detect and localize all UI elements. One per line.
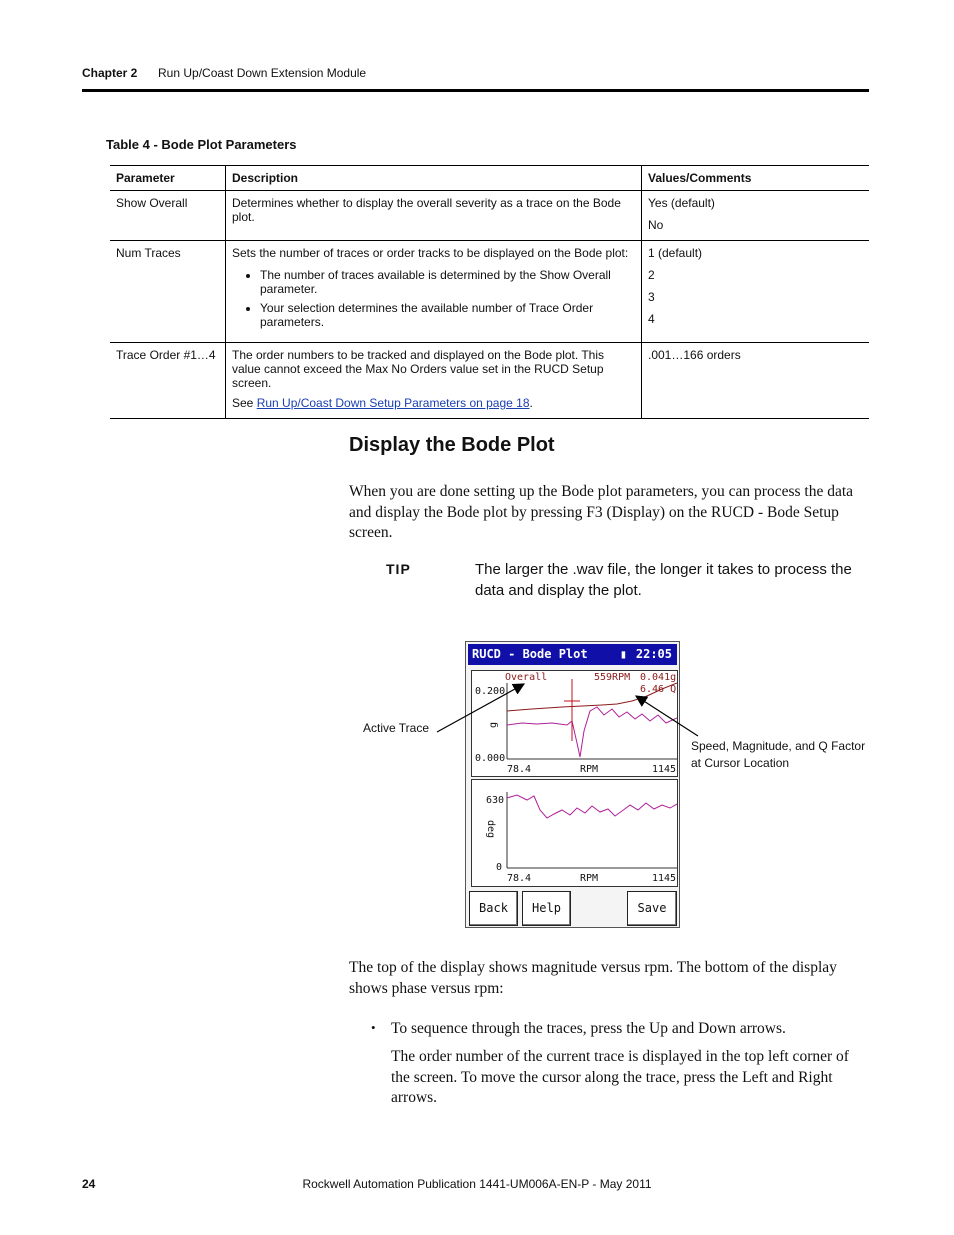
x-min-label: 78.4: [507, 873, 532, 884]
x-axis-label: RPM: [580, 764, 599, 775]
x-max-label: 1145: [652, 764, 677, 775]
value-item: .001…166 orders: [648, 348, 741, 362]
bullet-marker: •: [371, 1020, 376, 1035]
column-header: Description: [226, 166, 642, 191]
column-header: Values/Comments: [642, 166, 870, 191]
save-button[interactable]: Save: [627, 891, 677, 926]
y-min-label: 0: [496, 862, 503, 873]
x-max-label: 1145: [652, 873, 677, 884]
table-row: [110, 241, 869, 343]
tip-label: TIP: [386, 561, 411, 577]
param-cell: Show Overall: [110, 191, 226, 241]
values-cell: [642, 343, 870, 419]
chapter-label: Chapter 2: [82, 66, 138, 80]
back-button[interactable]: Back: [469, 891, 518, 926]
phase-plot-svg: [472, 780, 677, 886]
readout-magnitude: 0.041g: [640, 672, 677, 683]
value-item: 4: [648, 312, 655, 326]
table-header-row: [110, 166, 869, 191]
annotation-cursor-2: at Cursor Location: [691, 756, 790, 770]
see-line: [232, 396, 635, 410]
footer-publication: Rockwell Automation Publication 1441-UM006A-EN-P - May 2011: [302, 1177, 652, 1191]
desc-bullets: [232, 268, 635, 329]
bullet-item: • Your selection determines the available number of Trace Order parameters.: [260, 301, 635, 329]
readout-q: 6.46 Q: [640, 684, 677, 695]
value-item: No: [648, 218, 664, 232]
section-heading: Display the Bode Plot: [349, 434, 555, 456]
phase-plot: [471, 779, 678, 887]
chapter-title: Run Up/Coast Down Extension Module: [158, 66, 367, 80]
bullet-item: • The number of traces available is determined by the Show Overall parameter.: [260, 268, 635, 296]
values-cell: [642, 191, 870, 241]
value-item: 1 (default): [648, 246, 703, 260]
table-title: Table 4 - Bode Plot Parameters: [106, 137, 297, 152]
active-trace-arrow: [437, 684, 524, 732]
cursor-paragraph: The order number of the current trace is displayed in the top left corner of the screen. To move the cursor along the trace, press the Left and Right arrows.: [391, 1048, 849, 1106]
readout-rpm: 559RPM: [594, 672, 631, 683]
intro-paragraph: When you are done setting up the Bode plot parameters, you can process the data and display the Bode plot by pressing F3 (Display) on the RUCD - Bode Setup screen.: [349, 483, 854, 541]
cursor-location-arrow: [636, 696, 698, 736]
value-item: Yes (default): [648, 196, 715, 210]
desc-text: The order numbers to be tracked and displayed on the Bode plot. This value cannot exceed the Max No Orders value set in the RUCD Setup screen.: [232, 348, 605, 390]
tip-text: The larger the .wav file, the longer it takes to process the data and display the plot.: [475, 561, 852, 599]
y-max-label: 0.200: [475, 686, 506, 697]
parameters-table: [110, 165, 869, 419]
page-number: 24: [82, 1177, 96, 1191]
setup-parameters-link[interactable]: Run Up/Coast Down Setup Parameters on page 18: [256, 396, 530, 410]
callout-arrows: [430, 660, 710, 740]
x-min-label: 78.4: [507, 764, 532, 775]
device-title: RUCD - Bode Plot: [472, 647, 588, 661]
x-axis-label: RPM: [580, 873, 599, 884]
desc-cell: [226, 241, 642, 343]
phase-trace: [507, 795, 677, 818]
y-max-label: 630: [486, 795, 505, 806]
param-cell: Trace Order #1…4: [110, 343, 226, 419]
table-row: [110, 343, 869, 419]
annotation-active-trace: Active Trace: [363, 721, 430, 735]
help-button[interactable]: Help: [522, 891, 571, 926]
desc-cell: [226, 343, 642, 419]
table-row: [110, 191, 869, 241]
trace-label: Overall: [505, 672, 548, 683]
desc-cell: Determines whether to display the overall severity as a trace on the Bode plot.: [226, 191, 642, 241]
see-suffix: .: [529, 396, 533, 410]
header-rule: [82, 89, 869, 92]
battery-icon: ▮: [619, 647, 627, 661]
annotation-cursor-1: Speed, Magnitude, and Q Factor: [691, 739, 866, 753]
y-axis-label: deg: [485, 820, 496, 839]
desc-text: Sets the number of traces or order tracks to be displayed on the Bode plot:: [232, 246, 629, 260]
value-item: 3: [648, 290, 655, 304]
value-item: 2: [648, 268, 655, 282]
values-cell: [642, 241, 870, 343]
see-prefix: See: [232, 396, 257, 410]
device-clock: 22:05: [635, 647, 672, 661]
column-header: Parameter: [110, 166, 226, 191]
display-paragraph: The top of the display shows magnitude versus rpm. The bottom of the display shows phase versus rpm:: [349, 959, 837, 997]
y-axis-label: g: [488, 721, 499, 728]
y-min-label: 0.000: [475, 753, 506, 764]
bullet-text: To sequence through the traces, press the Up and Down arrows.: [391, 1020, 786, 1037]
param-cell: Num Traces: [110, 241, 226, 343]
